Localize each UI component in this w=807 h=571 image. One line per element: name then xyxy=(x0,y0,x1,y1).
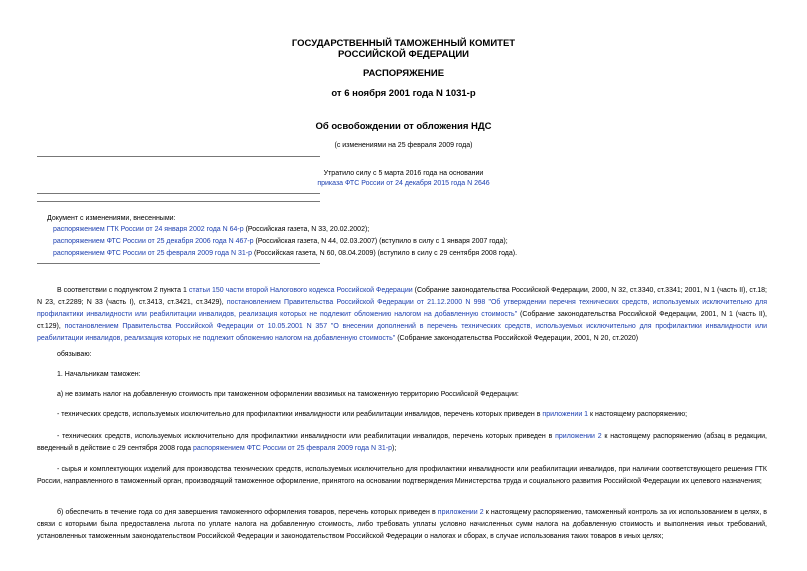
amendment-link[interactable]: распоряжением ФТС России от 25 февраля 2009 года N 31-р xyxy=(53,250,252,257)
amendment-item: распоряжением ФТС России от 25 февраля 2009 года N 31-р (Российская газета, N 60, 08.04.2009) (вступило в силу с 29 сентября 2008 года). xyxy=(53,250,518,257)
item-1-heading: 1. Начальникам таможен: xyxy=(57,371,141,378)
obliges-text: обязываю: xyxy=(57,351,92,358)
expiry-note: Утратило силу с 5 марта 2016 года на основании xyxy=(323,170,484,177)
divider xyxy=(37,201,320,202)
amendment-item: распоряжением ФТС России от 25 декабря 2006 года N 467-р (Российская газета, N 44, 02.03.2007) (вступило в силу с 1 января 2007 года); xyxy=(53,238,508,245)
amendment-item: распоряжением ГТК России от 24 января 2002 года N 64-р (Российская газета, N 33, 20.02.2002); xyxy=(53,226,370,233)
divider xyxy=(37,263,320,264)
amendment-link[interactable]: распоряжением ГТК России от 24 января 2002 года N 64-р xyxy=(53,226,244,233)
amendments-heading: Документ с изменениями, внесенными: xyxy=(47,215,176,222)
doc-type: РАСПОРЯЖЕНИЕ xyxy=(362,68,445,79)
divider xyxy=(37,193,320,194)
preamble-paragraph: В соответствии с подпунктом 2 пункта 1 статьи 150 части второй Налогового кодекса Российской Федерации (Собрание законодательства Российской Федерации, 2000, N 32, ст.3340, ст.3341; 2001, N 1 (часть II), ст.18; N 23, ст.2289; N 33 (часть I), ст.3413, ст.3421, ст.3429), постановлением Правительства Российской Федерации от 21.12.2000 N 998 "Об утверждении перечня технических средств, используемых исключительно для профилактики инвалидности или реабилитации инвалидов, реализация которых не подлежит обложению налогом на добавленную стоимость" (Собрание законодательства Российской Федерации, 2001, N 1 (часть II), ст.129), постановлением Правительства Российской Федерации от 10.05.2001 N 357 "О внесении дополнений в перечень технических средств, используемых исключительно для профилактики инвалидности или реабилитации инвалидов, реализация которых не подлежит обложению налогом на добавленную стоимость" (Собрание законодательства Российской Федерации, 2001, N 20, ст.2020) xyxy=(37,287,768,342)
bullet-paragraph: - технических средств, используемых исключительно для профилактики инвалидности или реабилитации инвалидов, перечень которых приведен в приложении 1 к настоящему распоряжению; xyxy=(57,411,688,418)
revision-note: (с изменениями на 25 февраля 2009 года) xyxy=(334,142,473,149)
issuer-line-2: РОССИЙСКОЙ ФЕДЕРАЦИИ xyxy=(337,49,469,60)
amendment-link[interactable]: распоряжением ФТС России от 25 декабря 2006 года N 467-р xyxy=(53,238,254,245)
bullet-paragraph: - технических средств, используемых исключительно для профилактики инвалидности или реабилитации инвалидов, перечень которых приведен в приложении 2 к настоящему распоряжению (абзац в редакции, введенный в действие с 29 сентября 2008 года распоряжением ФТС России от 25 февраля 2009 года N 31-р); xyxy=(37,433,767,452)
bullet-paragraph: - сырья и комплектующих изделий для производства технических средств, используемых исключительно для профилактики инвалидности или реабилитации инвалидов, при наличии соответствующего решения ГТК России, направленного в таможенный орган, производящий таможенное оформление, принятого на основании подтверждения Министерства труда и социального развития Российской Федерации их целевого назначения; xyxy=(37,466,767,485)
item-b-paragraph: б) обеспечить в течение года со дня завершения таможенного оформления товаров, перечень которых приведен в приложении 2 к настоящему распоряжению, таможенный контроль за их использованием в целях, в связи с которыми была предоставлена льгота по уплате налога на добавленную стоимость, либо требовать уплаты условно начисленных сумм налога на добавленную стоимость и выполнения иных требований, установленных таможенным законодательством Российской Федерации и законодательством Российской Федерации о налогах и сборах, в случае использования таких товаров в иных целях; xyxy=(37,509,767,540)
expiry-link[interactable]: приказа ФТС России от 24 декабря 2015 года N 2646 xyxy=(317,180,490,187)
doc-date: от 6 ноября 2001 года N 1031-р xyxy=(331,88,476,99)
divider xyxy=(37,156,320,157)
issuer-line-1: ГОСУДАРСТВЕННЫЙ ТАМОЖЕННЫЙ КОМИТЕТ xyxy=(291,38,516,49)
item-a-text: а) не взимать налог на добавленную стоимость при таможенном оформлении ввозимых на таможенную территорию Российской Федерации: xyxy=(57,391,519,398)
doc-title: Об освобождении от обложения НДС xyxy=(315,121,492,132)
